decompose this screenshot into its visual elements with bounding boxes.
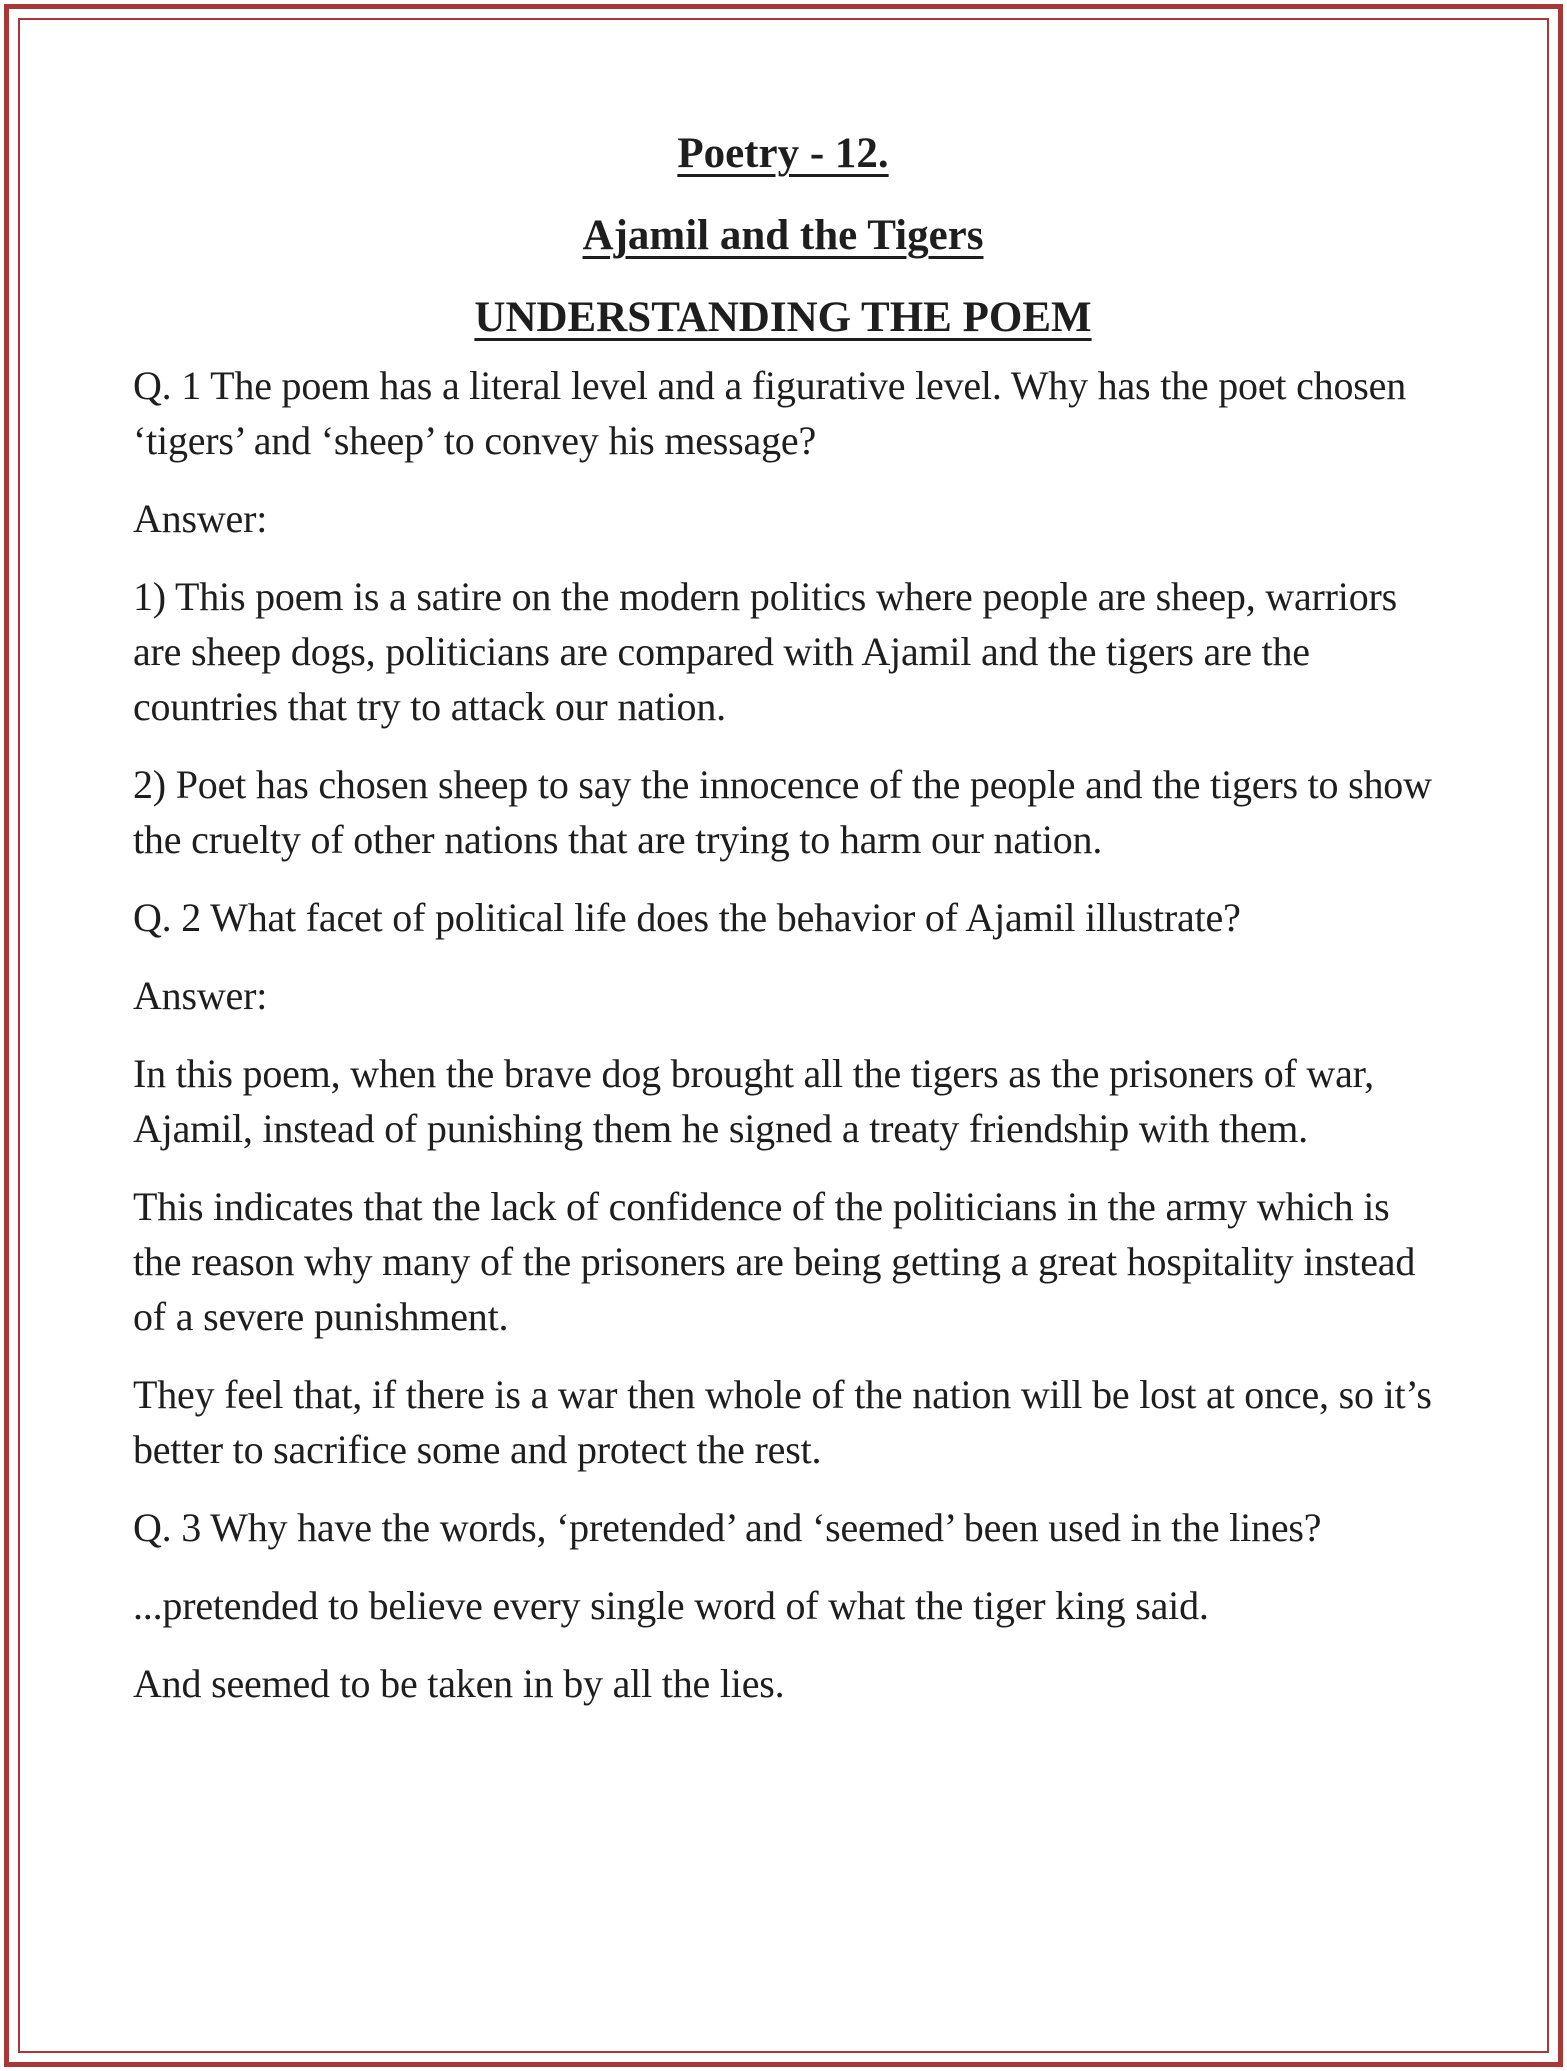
document-title: Poetry - 12. (677, 130, 889, 177)
answer-2-paragraph-1: In this poem, when the brave dog brought all the tigers as the prisoners of war, Ajamil, instead of punishing them he signed a treaty friendship with them. (133, 1051, 1374, 1151)
section-heading: UNDERSTANDING THE POEM (474, 294, 1092, 341)
poem-title: Ajamil and the Tigers (582, 212, 984, 259)
answer-label-2: Answer: (133, 973, 268, 1018)
answer-2-paragraph-3: They feel that, if there is a war then whole of the nation will be lost at once, so it’s better to sacrifice some and protect the rest. (133, 1372, 1432, 1472)
quoted-line-2: And seemed to be taken in by all the lies. (133, 1661, 785, 1706)
document-content (133, 128, 1443, 1734)
question-1: Q. 1 The poem has a literal level and a figurative level. Why has the poet chosen ‘tigers’ and ‘sheep’ to convey his message? (133, 363, 1406, 463)
answer-1-point-1: 1) This poem is a satire on the modern politics where people are sheep, warriors are sheep dogs, politicians are compared with Ajamil and the tigers are the countries that try to attack our nation. (133, 574, 1397, 729)
answer-2-paragraph-2: This indicates that the lack of confidence of the politicians in the army which is the reason why many of the prisoners are being getting a great hospitality instead of a severe punishment. (133, 1184, 1416, 1339)
question-3: Q. 3 Why have the words, ‘pretended’ and ‘seemed’ been used in the lines? (133, 1505, 1322, 1550)
answer-label-1: Answer: (133, 496, 268, 541)
answer-1-point-2: 2) Poet has chosen sheep to say the innocence of the people and the tigers to show the cruelty of other nations that are trying to harm our nation. (133, 762, 1432, 862)
question-2: Q. 2 What facet of political life does the behavior of Ajamil illustrate? (133, 895, 1241, 940)
quoted-line-1: ...pretended to believe every single word of what the tiger king said. (133, 1583, 1209, 1628)
